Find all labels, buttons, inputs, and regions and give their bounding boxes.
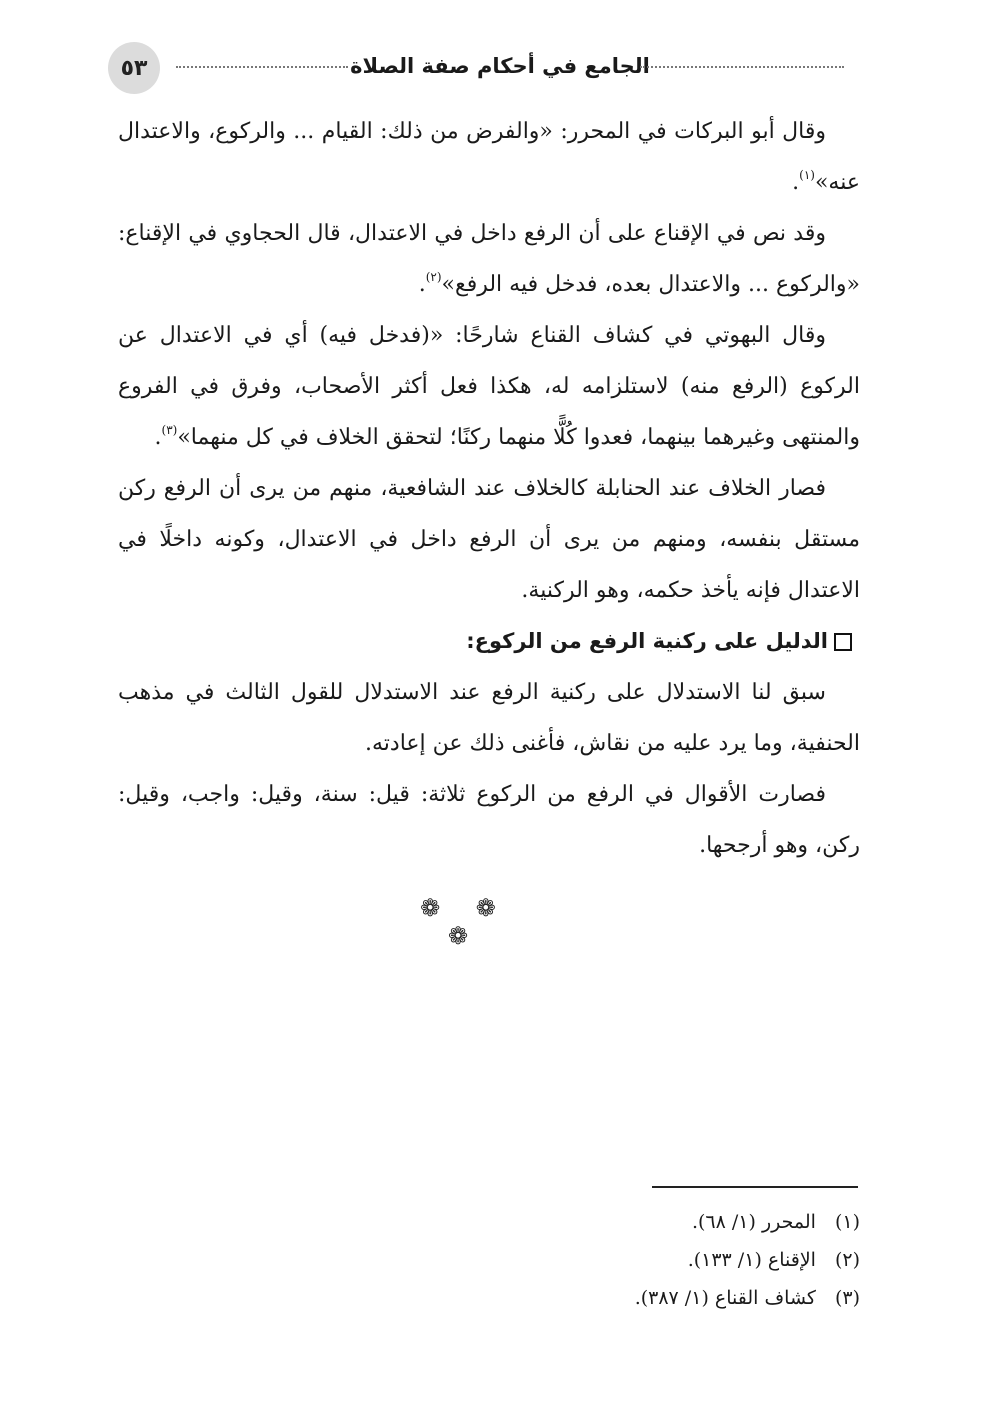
footnotes bbox=[500, 1203, 860, 1317]
footnote-text: الإقناع (١/ ١٣٣). bbox=[687, 1249, 816, 1271]
footnote-text: كشاف القناع (١/ ٣٨٧). bbox=[634, 1287, 816, 1309]
footnote-number: (١) bbox=[834, 1211, 860, 1233]
footnote-number: (٣) bbox=[834, 1287, 860, 1309]
square-bullet-icon bbox=[834, 633, 852, 651]
running-title: الجامع في أحكام صفة الصلاة bbox=[350, 54, 650, 78]
header-dotted-rule-right bbox=[640, 66, 844, 68]
footnote-ref-2: (٢) bbox=[425, 270, 442, 284]
footnote-number: (٢) bbox=[834, 1249, 860, 1271]
footnote-3 bbox=[500, 1279, 860, 1317]
footnote-separator bbox=[652, 1186, 858, 1188]
section-end-ornament: ❁ ❁ ❁ bbox=[420, 894, 510, 950]
main-text bbox=[118, 106, 860, 871]
section-heading bbox=[118, 616, 860, 667]
paragraph-1: وقال أبو البركات في المحرر: «والفرض من ذلك: القيام ... والركوع، والاعتدال عنه»$^{(١)}$. bbox=[118, 119, 860, 195]
paragraph-3-text: وقال البهوتي في كشاف القناع شارحًا: «(فدخل فيه) أي في الاعتدال عن الركوع (الرفع منه) لاستلزامه له، هكذا فعل أكثر الأصحاب، وفرق في الفروع والمنتهى وغيرهما بينهما، فعدوا كُلًّا منهما ركنًا؛ لتحقق الخلاف في كل منهما» bbox=[118, 323, 860, 450]
paragraph-4: فصار الخلاف عند الحنابلة كالخلاف عند الشافعية، منهم من يرى أن الرفع ركن مستقل بنفسه، ومنهم من يرى أن الرفع داخل في الاعتدال، وكونه داخلًا في الاعتدال فإنه يأخذ حكمه، وهو الركنية. bbox=[118, 476, 860, 603]
paragraph-3: وقال البهوتي في كشاف القناع شارحًا: «(فدخل فيه) أي في الاعتدال عن الركوع (الرفع منه) لاستلزامه له، هكذا فعل أكثر الأصحاب، وفرق في الفروع والمنتهى وغيرهما بينهما، فعدوا كُلًّا منهما ركنًا؛ لتحقق الخلاف في كل منهما»$^{(٣)}$. bbox=[118, 323, 860, 450]
paragraph-2: وقد نص في الإقناع على أن الرفع داخل في الاعتدال، قال الحجاوي في الإقناع: «والركوع ... والاعتدال بعده، فدخل فيه الرفع»$^{(٢)}$. bbox=[118, 221, 860, 297]
page-number: ٥٣ bbox=[108, 42, 160, 94]
footnote-ref-3: (٣) bbox=[161, 423, 178, 437]
footnote-text: المحرر (١/ ٦٨). bbox=[691, 1211, 816, 1233]
paragraph-5: سبق لنا الاستدلال على ركنية الرفع عند الاستدلال للقول الثالث في مذهب الحنفية، وما يرد عليه من نقاش، فأغنى ذلك عن إعادته. bbox=[118, 680, 860, 756]
footnote-ref-1: (١) bbox=[799, 168, 815, 182]
header-dotted-rule-left bbox=[176, 66, 348, 68]
paragraph-2-text: وقد نص في الإقناع على أن الرفع داخل في الاعتدال، قال الحجاوي في الإقناع: «والركوع ... والاعتدال بعده، فدخل فيه الرفع» bbox=[118, 221, 860, 297]
footnote-2 bbox=[500, 1241, 860, 1279]
page-header bbox=[108, 38, 844, 100]
paragraph-6: فصارت الأقوال في الرفع من الركوع ثلاثة: قيل: سنة، وقيل: واجب، وقيل: ركن، وهو أرجحها. bbox=[118, 782, 860, 858]
section-heading-text: الدليل على ركنية الرفع من الركوع: bbox=[466, 629, 828, 653]
footnote-1 bbox=[500, 1203, 860, 1241]
paragraph-1-text: وقال أبو البركات في المحرر: «والفرض من ذلك: القيام ... والركوع، والاعتدال عنه» bbox=[118, 119, 860, 195]
